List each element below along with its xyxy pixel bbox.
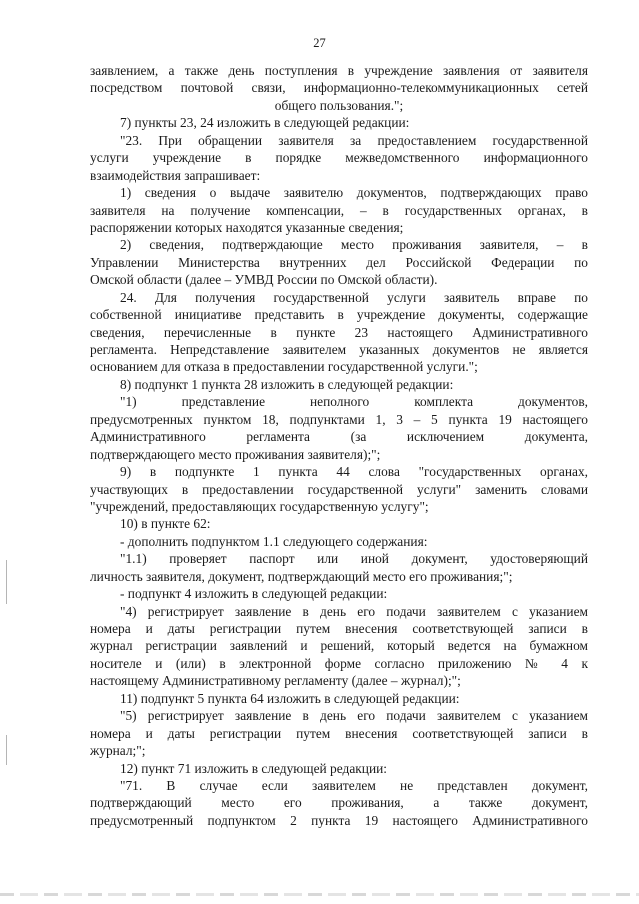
text-line: "1) представление неполного комплекта документов,: [120, 394, 588, 410]
scan-edge-artifact: [0, 893, 639, 896]
text-line: 11) подпункт 5 пункта 64 изложить в следующей редакции:: [120, 690, 460, 706]
text-line: регламента. Непредставление заявителем указанных документов не является: [90, 342, 588, 357]
text-line: 24. Для получения государственной услуги заявитель вправе по: [120, 289, 588, 305]
text-line: "71. В случае если заявителем не представлен документ,: [120, 777, 588, 793]
text-line: 10) в пункте 62:: [120, 516, 211, 532]
text-line: общего пользования.";: [274, 97, 404, 113]
text-line: настоящему Административному регламенту (далее – журнал);";: [90, 673, 461, 689]
text-line: номера и даты регистрации путем внесения соответствующей записи в: [90, 621, 588, 636]
text-line: взаимодействия запрашивает:: [90, 167, 261, 183]
text-line: журнал;";: [90, 743, 146, 759]
text-line: 2) сведения, подтверждающие место проживания заявителя, – в: [120, 237, 588, 253]
text-line: номера и даты регистрации путем внесения соответствующей записи в: [90, 725, 588, 741]
text-line: услуги учреждение в порядке межведомственного информационного: [90, 150, 588, 166]
text-line: собственной инициативе представить в учреждение документы, содержащие: [90, 307, 588, 323]
text-line: "1.1) проверяет паспорт или иной документ, удостоверяющий: [120, 551, 588, 567]
text-line: - дополнить подпунктом 1.1 следующего содержания:: [120, 533, 428, 549]
text-line: заявлением, а также день поступления в учреждение заявления от заявителя: [90, 63, 588, 78]
scan-margin-mark: [6, 560, 7, 604]
text-line: сведения, перечисленные в пункте 23 настоящего Административного: [90, 324, 588, 340]
text-line: "4) регистрирует заявление в день его подачи заявителем с указанием: [120, 603, 588, 619]
text-line: распоряжении которых находятся указанные сведения;: [90, 219, 404, 235]
text-line: 9) в подпункте 1 пункта 44 слова "государственных органах,: [120, 464, 588, 480]
page-number: 27: [313, 36, 326, 50]
text-line: участвующих в предоставлении государственной услуги" заменить словами: [90, 481, 588, 497]
text-line: посредством почтовой связи, информационно-телекоммуникационных сетей: [90, 80, 588, 96]
text-line: журнал регистрации заявлений и решений, который ведется на бумажном: [90, 638, 588, 654]
text-line: 7) пункты 23, 24 изложить в следующей редакции:: [120, 115, 410, 131]
text-line: предусмотренный подпунктом 2 пункта 19 настоящего Административного: [90, 812, 588, 828]
text-line: Административного регламента (за исключением документа,: [90, 429, 588, 445]
text-line: 1) сведения о выдаче заявителю документов, подтверждающих право: [120, 185, 588, 201]
text-line: основанием для отказа в предоставлении государственной услуги.";: [90, 359, 478, 375]
text-line: - подпункт 4 изложить в следующей редакции:: [120, 586, 388, 602]
text-line: носителе и (или) в электронной форме согласно приложению № 4 к: [90, 655, 588, 671]
text-line: заявителя на получение компенсации, – в государственных органах, в: [90, 202, 588, 218]
text-line: личность заявителя, документ, подтверждающий место его проживания;";: [90, 568, 513, 584]
text-line: "23. При обращении заявителя за предоставлением государственной: [120, 132, 588, 148]
text-line: подтверждающий место его проживания, а также документ,: [90, 795, 588, 811]
document-body: [90, 62, 588, 829]
text-line: 8) подпункт 1 пункта 28 изложить в следующей редакции:: [120, 376, 454, 392]
scan-margin-mark: [6, 735, 7, 765]
text-line: Управлении Министерства внутренних дел Российской Федерации по: [90, 254, 588, 270]
text-line: подтверждающего место проживания заявителя);";: [90, 446, 381, 462]
text-line: 12) пункт 71 изложить в следующей редакции:: [120, 760, 388, 776]
text-line: "5) регистрирует заявление в день его подачи заявителем с указанием: [120, 708, 588, 724]
text-line: предусмотренных пунктом 18, подпунктами 1, 3 – 5 пункта 19 настоящего: [90, 411, 588, 427]
text-line: "учреждений, предоставляющих государственную услугу";: [90, 498, 429, 514]
text-line: Омской области (далее – УМВД России по Омской области).: [90, 272, 438, 288]
